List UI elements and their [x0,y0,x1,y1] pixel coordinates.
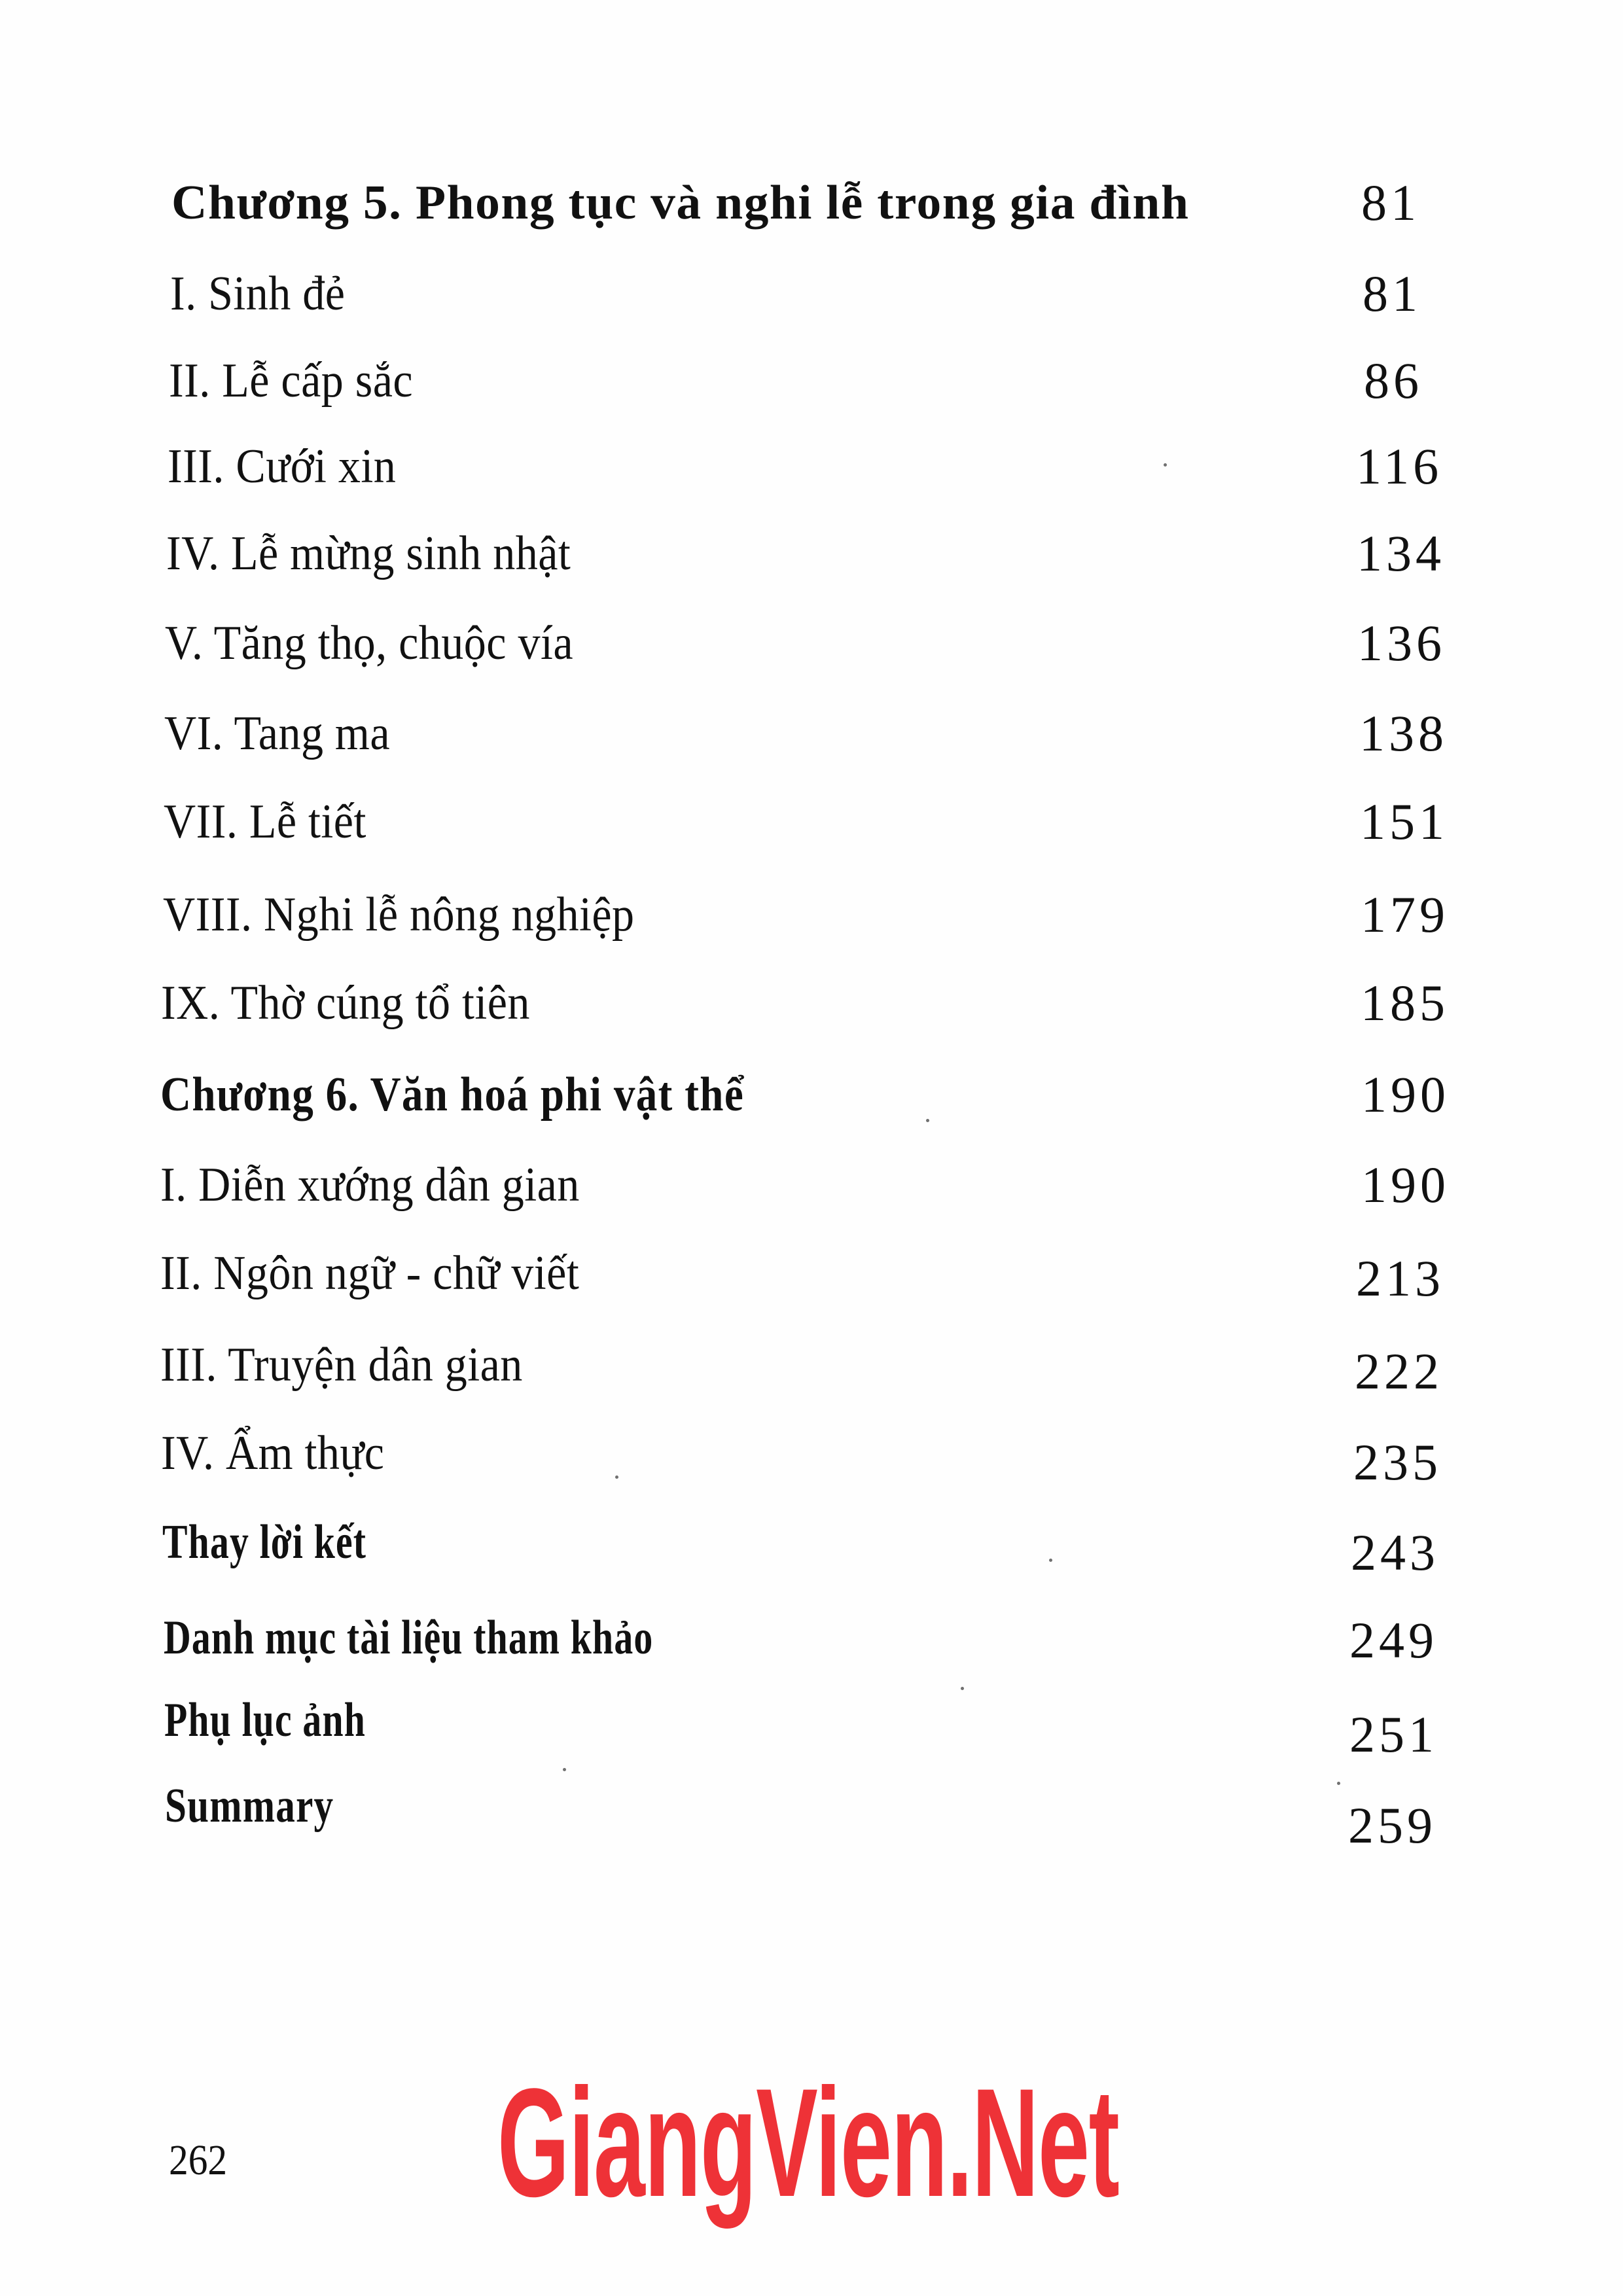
toc-entry-back-matter [0,1684,1623,1763]
scan-speck [1049,1559,1052,1562]
toc-entry-page: 190 [1361,1066,1450,1123]
toc-entry-back-matter [0,1506,1623,1581]
toc-entry-title: Danh mục tài liệu tham khảo [164,1611,654,1665]
toc-entry-title: V. Tăng thọ, chuộc vía [165,616,574,670]
toc-entry-page: 116 [1356,438,1443,495]
toc-entry-title: I. Sinh đẻ [170,267,346,321]
toc-entry-title: VII. Lễ tiết [164,795,366,849]
toc-entry [0,1417,1623,1489]
toc-entry-title: IX. Thờ cúng tổ tiên [161,976,530,1030]
toc-entry-title: Summary [165,1779,334,1833]
toc-entry-chapter [0,1059,1623,1131]
toc-entry-page: 136 [1357,614,1446,671]
toc-entry-page: 81 [1363,265,1421,322]
toc-entry-title: IV. Lễ mừng sinh nhật [166,527,571,580]
toc-entry [0,258,1623,330]
toc-entry-page: 179 [1361,886,1449,943]
toc-entry-title: Chương 6. Văn hoá phi vật thể [160,1068,745,1122]
scan-speck [1337,1782,1340,1785]
toc-entry-title: VIII. Nghi lễ nông nghiệp [163,888,635,942]
toc-entry-page: 251 [1349,1706,1438,1763]
toc-entry-chapter [0,167,1623,239]
toc-entry-page: 243 [1351,1524,1439,1581]
toc-entry-title: I. Diễn xướng dân gian [160,1158,580,1212]
toc-entry [0,431,1623,503]
toc-entry [0,1237,1623,1309]
watermark [497,2057,1129,2229]
toc-entry-title: Chương 5. Phong tục và nghi lễ trong gia đình [171,176,1190,230]
toc-entry-page: 86 [1364,352,1423,409]
toc-entry [0,1149,1623,1221]
toc-entry-title: VI. Tang ma [164,707,391,760]
toc-entry-title: Thay lời kết [162,1515,367,1569]
toc-entry [0,786,1623,858]
toc-entry-page: 190 [1361,1156,1450,1213]
toc-entry-page: 249 [1349,1612,1438,1669]
toc-entry-page: 185 [1361,974,1449,1031]
page-number: 262 [169,2136,228,2184]
toc-entry-title: II. Ngôn ngữ - chữ viết [160,1246,580,1300]
scan-speck [926,1119,929,1122]
scan-speck [961,1687,964,1690]
toc-entry-title: IV. Ẩm thực [161,1426,385,1480]
toc-entry-page: 134 [1357,525,1445,582]
toc-entry-page: 138 [1359,705,1448,762]
toc-entry [0,607,1623,679]
toc-entry-title: II. Lễ cấp sắc [169,354,414,408]
toc-entry [0,1329,1623,1401]
scan-speck [615,1475,618,1479]
toc-entry-page: 213 [1356,1250,1444,1307]
toc-entry-back-matter [0,1602,1623,1674]
toc-entry-title: III. Cưới xin [168,440,397,493]
scan-speck [1164,463,1167,467]
toc-entry-back-matter [0,1770,1623,1854]
toc-entry [0,967,1623,1039]
toc-entry [0,345,1623,417]
toc-entry [0,518,1623,590]
toc-entry-page: 259 [1348,1797,1436,1854]
watermark-text: GiangVien.Net [497,2057,1119,2229]
toc-entry [0,698,1623,769]
toc-entry [0,879,1623,951]
toc-entry-page: 235 [1353,1434,1442,1491]
toc-entry-page: 81 [1361,174,1420,231]
scan-speck [563,1768,566,1771]
toc-entry-page: 222 [1355,1343,1443,1400]
toc-entry-title: Phụ lục ảnh [164,1693,366,1747]
toc-entry-page: 151 [1360,793,1448,850]
toc-entry-title: III. Truyện dân gian [160,1338,523,1392]
